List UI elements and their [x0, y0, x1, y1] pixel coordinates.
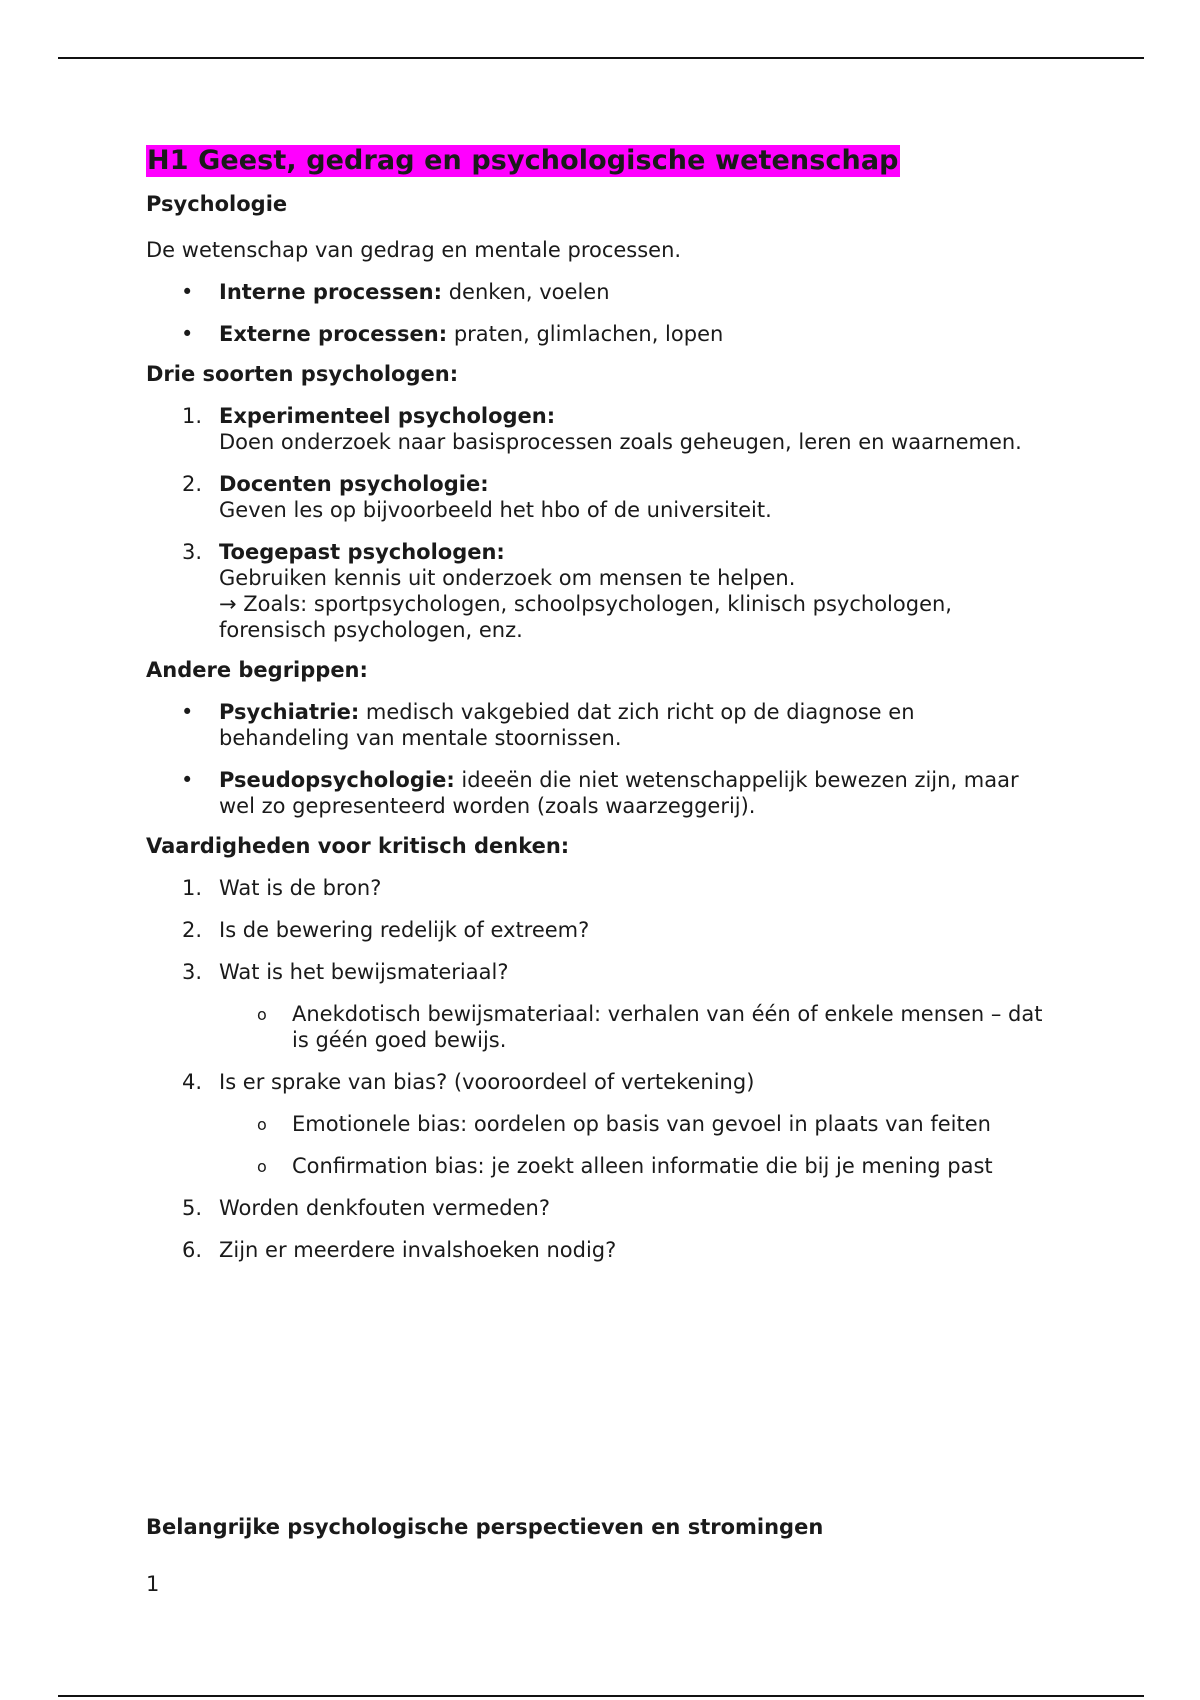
sub-list-item — [219, 1153, 1046, 1179]
bullet-marker: • — [181, 700, 194, 724]
list-number: 2. — [182, 472, 203, 496]
sub-bullet-marker: o — [257, 1005, 267, 1024]
item-text: Gebruiken kennis uit onderzoek om mensen te helpen. — [219, 566, 796, 590]
list-number: 6. — [182, 1238, 203, 1262]
bullet-marker: • — [181, 280, 194, 304]
list-item — [146, 699, 1046, 751]
list-item — [146, 875, 1046, 901]
item-text: Worden denkfouten vermeden? — [219, 1196, 550, 1220]
list-number: 3. — [182, 540, 203, 564]
item-text: Zijn er meerdere invalshoeken nodig? — [219, 1238, 617, 1262]
item-text: Is de bewering redelijk of extreem? — [219, 918, 590, 942]
list-number: 5. — [182, 1196, 203, 1220]
header-rule — [58, 57, 1144, 59]
list-item — [146, 1069, 1046, 1179]
heading-begrippen: Andere begrippen: — [146, 658, 368, 682]
heading-psychologie: Psychologie — [146, 192, 288, 216]
psychologie-process-list — [146, 279, 1046, 347]
heading-stromingen: Belangrijke psychologische perspectieven en stromingen — [146, 1515, 824, 1539]
begrippen-list — [146, 699, 1046, 819]
soorten-list — [146, 403, 1046, 643]
document-content — [146, 145, 1046, 1263]
list-number: 2. — [182, 918, 203, 942]
item-term: Toegepast psychologen: — [219, 540, 505, 564]
item-text: Is er sprake van bias? (vooroordeel of vertekening) — [219, 1070, 755, 1094]
list-item — [146, 1195, 1046, 1221]
item-text: → Zoals: sportpsychologen, schoolpsychologen, klinisch psychologen, forensisch psychologen, enz. — [219, 592, 952, 642]
list-item — [146, 321, 1046, 347]
item-text: Doen onderzoek naar basisprocessen zoals geheugen, leren en waarnemen. — [219, 430, 1022, 454]
sub-list — [219, 1001, 1046, 1053]
kritisch-list — [146, 875, 1046, 1263]
list-item — [146, 403, 1046, 455]
sub-item-text: Emotionele bias: oordelen op basis van gevoel in plaats van feiten — [292, 1112, 991, 1136]
heading-kritisch: Vaardigheden voor kritisch denken: — [146, 834, 570, 858]
list-item — [146, 471, 1046, 523]
item-text: Wat is het bewijsmateriaal? — [219, 960, 509, 984]
list-item — [146, 767, 1046, 819]
list-number: 1. — [182, 876, 203, 900]
heading-soorten: Drie soorten psychologen: — [146, 362, 459, 386]
item-term: Pseudopsychologie: — [219, 768, 455, 792]
list-number: 4. — [182, 1070, 203, 1094]
sub-list-item — [219, 1001, 1046, 1053]
psychologie-definition: De wetenschap van gedrag en mentale processen. — [146, 238, 682, 262]
item-text: medisch vakgebied dat zich richt op de diagnose en behandeling van mentale stoornissen. — [219, 700, 915, 750]
item-term: Externe processen: — [219, 322, 448, 346]
sub-list — [219, 1111, 1046, 1179]
item-text: ideeën die niet wetenschappelijk bewezen zijn, maar wel zo gepresenteerd worden (zoals waarzeggerij). — [219, 768, 1019, 818]
list-number: 3. — [182, 960, 203, 984]
sub-item-text: Confirmation bias: je zoekt alleen informatie die bij je mening past — [292, 1154, 993, 1178]
list-item — [146, 1237, 1046, 1263]
item-term: Interne processen: — [219, 280, 443, 304]
footer-rule — [58, 1695, 1144, 1697]
list-number: 1. — [182, 404, 203, 428]
bullet-marker: • — [181, 322, 194, 346]
bullet-marker: • — [181, 768, 194, 792]
list-item — [146, 279, 1046, 305]
item-text: denken, voelen — [442, 280, 610, 304]
list-item — [146, 959, 1046, 1053]
item-text: Wat is de bron? — [219, 876, 382, 900]
page-number: 1 — [146, 1572, 160, 1596]
item-term: Psychiatrie: — [219, 700, 360, 724]
chapter-title: H1 Geest, gedrag en psychologische wetenschap — [147, 145, 899, 176]
item-term: Docenten psychologie: — [219, 472, 489, 496]
sub-bullet-marker: o — [257, 1157, 267, 1176]
sub-list-item — [219, 1111, 1046, 1137]
item-term: Experimenteel psychologen: — [219, 404, 556, 428]
item-text: praten, glimlachen, lopen — [447, 322, 724, 346]
list-item — [146, 917, 1046, 943]
item-text: Geven les op bijvoorbeeld het hbo of de universiteit. — [219, 498, 772, 522]
list-item — [146, 539, 1046, 643]
sub-item-text: Anekdotisch bewijsmateriaal: verhalen van één of enkele mensen – dat is géén goed bewijs. — [292, 1002, 1043, 1052]
sub-bullet-marker: o — [257, 1115, 267, 1134]
